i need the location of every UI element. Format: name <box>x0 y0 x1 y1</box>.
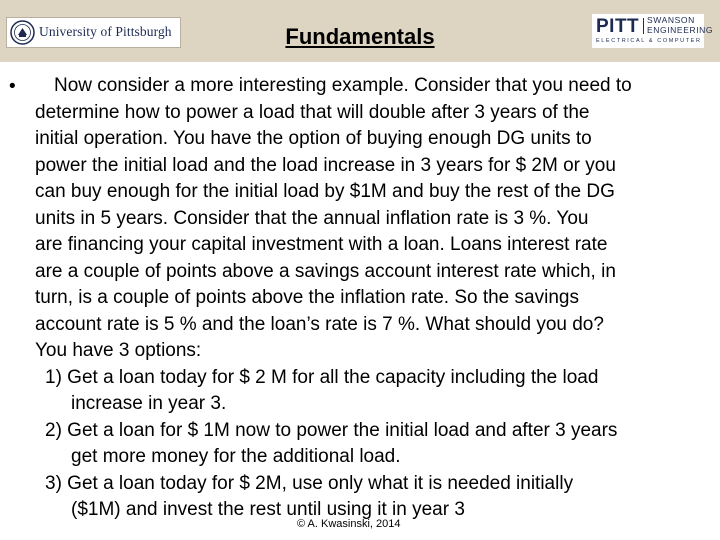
paragraph-line: initial operation. You have the option of buying enough DG units to <box>35 128 592 149</box>
logo-name-line1: SWANSON <box>647 15 695 25</box>
paragraph-line: turn, is a couple of points above the inflation rate. So the savings <box>35 287 579 308</box>
option-3-continuation: ($1M) and invest the rest until using it in year 3 <box>71 499 465 520</box>
option-2-line: 2) Get a loan for $ 1M now to power the initial load and after 3 years <box>45 419 618 441</box>
paragraph-line: determine how to power a load that will double after 3 years of the <box>35 101 590 123</box>
logo-name <box>647 16 713 35</box>
option-2-continuation: get more money for the additional load. <box>71 446 401 467</box>
bullet-marker: • <box>9 76 16 97</box>
logo-pitt-text: PITT <box>596 16 640 37</box>
paragraph-line: Now consider a more interesting example. Consider that you need to <box>54 75 632 96</box>
university-logo <box>6 17 181 48</box>
paragraph-line: can buy enough for the initial load by $1M and buy the rest of the DG <box>35 181 615 202</box>
university-seal-icon <box>10 20 35 45</box>
option-1-continuation: increase in year 3. <box>71 393 227 414</box>
paragraph-line: are financing your capital investment with a loan. Loans interest rate <box>35 234 608 255</box>
slide-body <box>35 73 715 524</box>
logo-name-line2: ENGINEERING <box>647 24 714 35</box>
swanson-engineering-logo <box>592 14 714 48</box>
logo-divider <box>643 18 644 34</box>
paragraph-line: You have 3 options: <box>35 340 202 361</box>
logo-subtitle: ELECTRICAL & COMPUTER <box>596 38 702 44</box>
paragraph-line: units in 5 years. Consider that the annual inflation rate is 3 %. You <box>35 207 589 229</box>
paragraph-line: account rate is 5 % and the loan’s rate is 7 %. What should you do? <box>35 313 604 335</box>
option-1-line: 1) Get a loan today for $ 2 M for all the capacity including the load <box>45 366 599 388</box>
university-wordmark: University of Pittsburgh <box>39 24 172 39</box>
slide-header <box>0 0 720 62</box>
paragraph-line: are a couple of points above a savings account interest rate which, in <box>35 260 616 282</box>
copyright-footer: © A. Kwasinski, 2014 <box>297 518 401 530</box>
paragraph-line: power the initial load and the load increase in 3 years for $ 2M or you <box>35 154 616 176</box>
option-3-line: 3) Get a loan today for $ 2M, use only what it is needed initially <box>45 472 574 494</box>
slide-title: Fundamentals <box>285 24 435 49</box>
